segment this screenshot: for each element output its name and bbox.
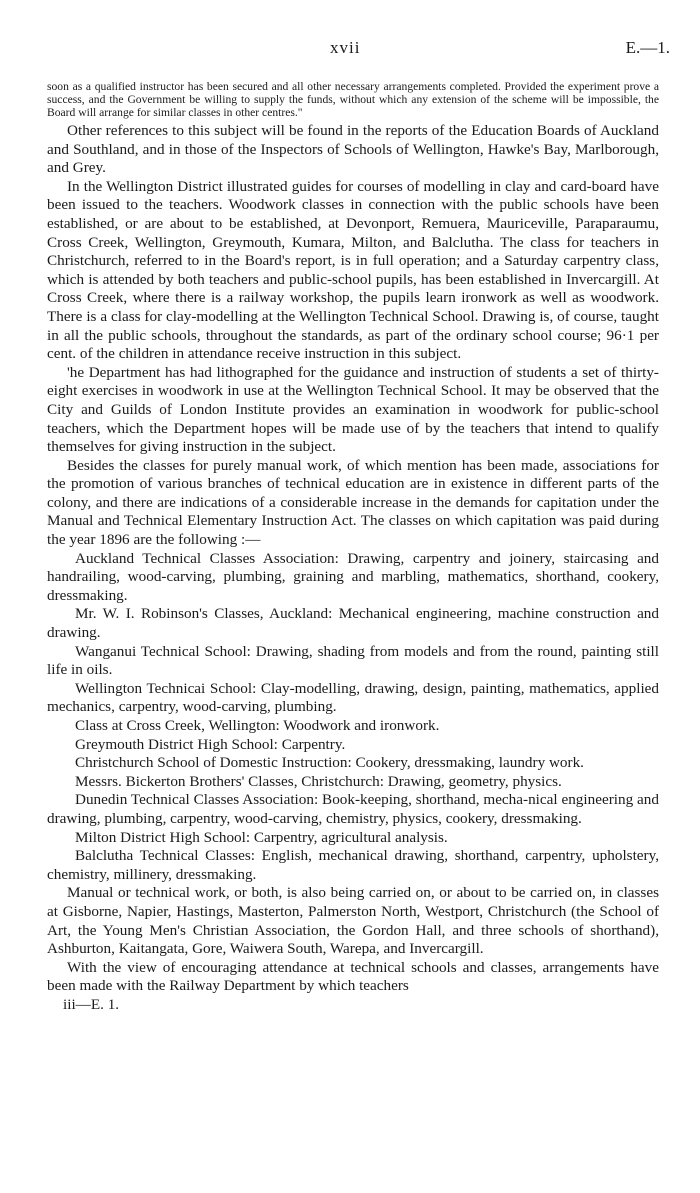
class-list-item: Class at Cross Creek, Wellington: Woodwork and ironwork. [75, 717, 440, 734]
paragraph: Besides the classes for purely manual work, of which mention has been made, associations for the promotion of various branches of technical education are in existence in different parts of the colony, and there are indications of a considerable increase in the demands for capitation under the Manual and Technical Elementary Instruction Act. The classes on which capitation was paid during the year 1896 are the following :— [47, 456, 659, 549]
quoted-passage: soon as a qualified instructor has been secured and all other necessary arrangements completed. Provided the experiment prove a success, and the Government be willing to supply the funds, without which any extension of the scheme will be impossible, the Board will arrange for similar classes in other centres." [47, 80, 659, 119]
page-header [0, 38, 700, 62]
page-number: xvii [330, 38, 361, 57]
class-list-item: Wanganui Technical School: Drawing, shading from models and from the round, painting still life in oils. [47, 642, 659, 679]
class-list-item: Greymouth District High School: Carpentry. [75, 735, 346, 753]
body-text [47, 80, 659, 1015]
class-list-item: Messrs. Bickerton Brothers' Classes, Christchurch: Drawing, geometry, physics. [75, 772, 562, 790]
class-list-item: Christchurch School of Domestic Instruction: Cookery, dressmaking, laundry work. [75, 754, 584, 772]
class-list-item: Dunedin Technical Classes Association: Book-keeping, shorthand, mecha-nical engineering and drawing, plumbing, carpentry, wood-carving, chemistry, physics, cookery, dressmaking. [47, 791, 659, 827]
class-list-item: Wellington Technicai School: Clay-modelling, drawing, design, painting, mathematics, applied mechanics, carpentry, wood-carving, plumbing. [47, 679, 659, 716]
class-list-item: Milton District High School: Carpentry, agricultural analysis. [75, 828, 448, 846]
paragraph: With the view of encouraging attendance at technical schools and classes, arrangements have been made with the Railway Department by which teachers [47, 958, 659, 995]
class-list-item: Balclutha Technical Classes: English, mechanical drawing, shorthand, carpentry, upholstery, chemistry, millinery, dressmaking. [47, 847, 659, 883]
paragraph: 'he Department has had lithographed for the guidance and instruction of students a set of thirty-eight exercises in woodwork in use at the Wellington Technical School. It may be observed that the City and Guilds of London Institute provides an examination in woodwork for public-school teachers, which the Department hopes will be made use of by the teachers that intend to qualify themselves for giving instruction in the subject. [47, 363, 659, 456]
class-list-item: Auckland Technical Classes Association: Drawing, carpentry and joinery, staircasing and handrailing, wood-carving, plumbing, graining and marbling, mathematics, shorthand, cookery, dressmaking. [47, 549, 659, 604]
signature-mark: iii—E. 1. [63, 995, 120, 1013]
paragraph: Other references to this subject will be found in the reports of the Education Boards of Auckland and Southland, and in those of the Inspectors of Schools of Wellington, Hawke's Bay, Marlborough, and Grey. [47, 122, 659, 177]
document-reference: E.—1. [625, 38, 670, 57]
paragraph: Manual or technical work, or both, is also being carried on, or about to be carried on, in classes at Gisborne, Napier, Hastings, Masterton, Palmerston North, Westport, Christchurch (the School of Art, the Young Men's Christian Association, the Gordon Hall, and three schools of shorthand), Ashburton, Kaitangata, Gore, Waiwera South, Warepa, and Invercargill. [47, 884, 659, 958]
class-list-item: Mr. W. I. Robinson's Classes, Auckland: Mechanical engineering, machine construction and drawing. [47, 605, 659, 642]
paragraph: In the Wellington District illustrated guides for courses of modelling in clay and card-board have been issued to the teachers. Woodwork classes in connection with the public schools have been established, or are about to be established, at Devonport, Remuera, Mauriceville, Paraparaumu, Cross Creek, Wellington, Greymouth, Kumara, Milton, and Balclutha. The class for teachers in Christchurch, referred to in the Board's report, is in full operation; and a Saturday carpentry class, which is attended by both teachers and public-school pupils, has been established in Invercargill. At Cross Creek, where there is a railway workshop, the pupils learn ironwork as well as woodwork. There is a class for clay-modelling at the Wellington Technical School. Drawing is, of course, taught in all the public schools, throughout the standards, as part of the ordinary school course; 96·1 per cent. of the children in attendance receive instruction in this subject. [47, 177, 659, 363]
